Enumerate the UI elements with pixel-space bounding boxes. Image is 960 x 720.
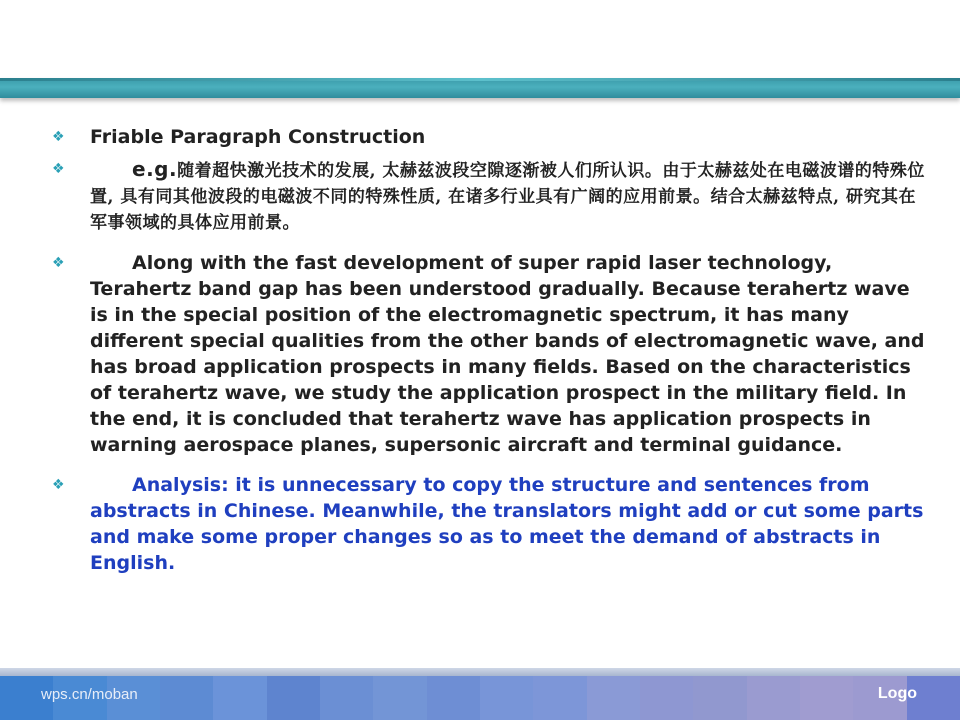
example-prefix: e.g. [132, 157, 178, 181]
bullet-item-analysis [48, 472, 928, 576]
footer-segment [213, 676, 266, 720]
bullet-item-heading [48, 124, 928, 150]
slide-body [48, 124, 928, 582]
footer-segment [800, 676, 853, 720]
footer-website: wps.cn/moban [41, 686, 138, 703]
diamond-bullet-icon: ❖ [52, 255, 65, 271]
footer-logo: Logo [877, 685, 917, 702]
diamond-bullet-icon: ❖ [52, 161, 65, 177]
english-translation-text: Along with the fast development of super rapid laser technology, Terahertz band gap has been understood gradually. Because terahertz wave is in the special position of the electromagnetic spectrum, it has many different special qualities from the other bands of electromagnetic wave, and has broad application prospects in many fields. Based on the characteristics of terahertz wave, we study the application prospect in the military field. In the end, it is concluded that terahertz wave has application prospects in warning aerospace planes, supersonic aircraft and terminal guidance. [90, 252, 925, 456]
footer-segment [320, 676, 373, 720]
footer-segment [640, 676, 693, 720]
chinese-example-text: 随着超快激光技术的发展, 太赫兹波段空隙逐渐被人们所认识。由于太赫兹处在电磁波谱的特殊位置, 具有同其他波段的电磁波不同的特殊性质, 在诸多行业具有广阔的应用前景。结合太赫兹特点, 研究其在军事领域的具体应用前景。 [90, 161, 925, 233]
footer-bar [0, 676, 960, 720]
chinese-example-paragraph [90, 156, 928, 236]
footer-segment [533, 676, 586, 720]
diamond-bullet-icon: ❖ [52, 129, 65, 145]
bullet-item-chinese-example [48, 156, 928, 236]
footer-segment [587, 676, 640, 720]
analysis-text: Analysis: it is unnecessary to copy the structure and sentences from abstracts in Chinese. Meanwhile, the translators might add or cut some parts and make some proper changes so as to meet the demand of abstracts in English. [90, 474, 924, 574]
header-band [0, 78, 960, 98]
bullet-item-english-translation [48, 250, 928, 458]
footer-segment [747, 676, 800, 720]
footer-segment [373, 676, 426, 720]
english-translation-paragraph [90, 250, 928, 458]
footer-segment [160, 676, 213, 720]
footer-segment [480, 676, 533, 720]
diamond-bullet-icon: ❖ [52, 477, 65, 493]
footer-segment [267, 676, 320, 720]
footer-segment [427, 676, 480, 720]
footer-divider [0, 668, 960, 676]
footer-segment [693, 676, 746, 720]
analysis-paragraph [90, 472, 928, 576]
heading-text: Friable Paragraph Construction [90, 126, 426, 148]
